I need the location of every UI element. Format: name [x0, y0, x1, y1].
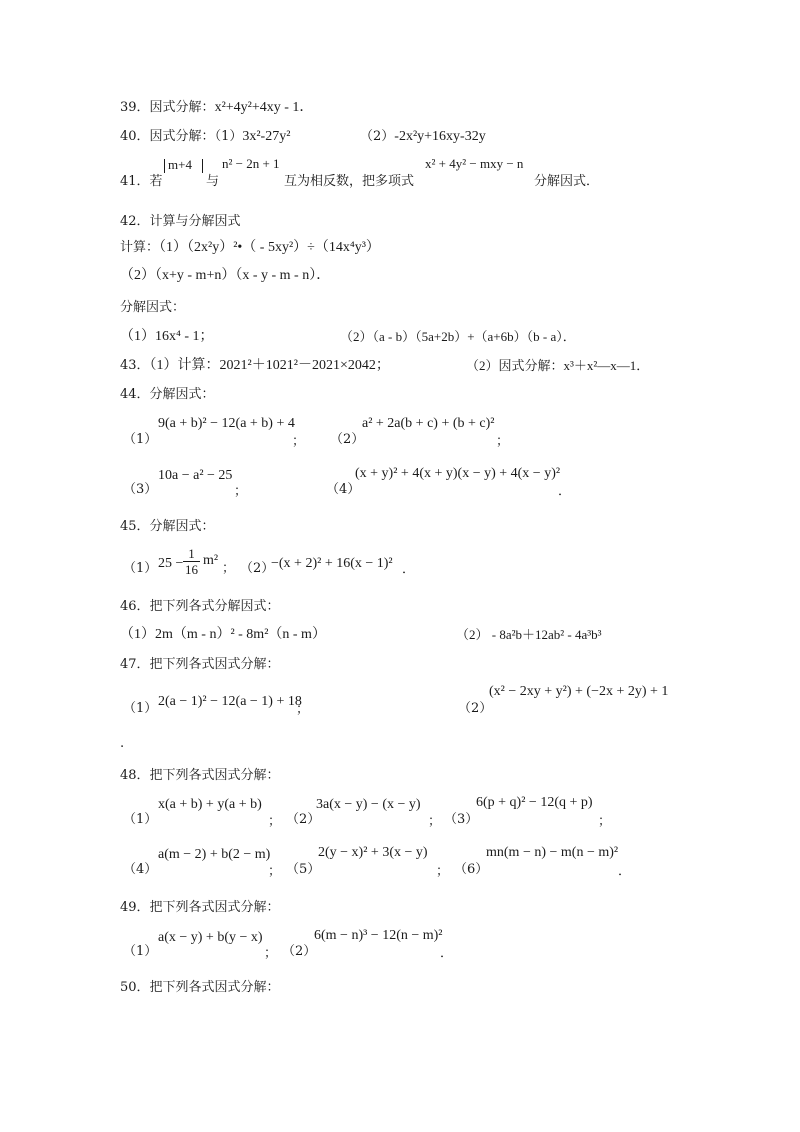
question-number: 49． [120, 900, 150, 915]
question-text: 分解因式． [534, 174, 600, 189]
math-expression: （1）16x⁴ - 1； [120, 329, 214, 344]
question-text: 互为相反数，把多项式 [284, 174, 415, 189]
part-label: （1） [123, 701, 158, 716]
part-label: （2） [240, 561, 275, 576]
math-expression: 3a(x − y) − (x − y) [316, 797, 421, 812]
math-expression: 25 − [158, 556, 184, 571]
part-label: （1） [214, 129, 243, 144]
question-number: 40． [120, 129, 150, 144]
math-expression: a² + 2a(b + c) + (b + c)² [362, 416, 495, 431]
math-expression: a(m − 2) + b(2 − m) [158, 847, 271, 862]
question-number: 44． [120, 387, 150, 402]
punctuation: ． [402, 562, 416, 577]
math-expression: （1）计算：2021²＋1021²－2021×2042； [149, 358, 390, 373]
question-text: 把下列各式分解因式： [149, 599, 280, 614]
question-47 [120, 656, 280, 674]
math-expression: 2(a − 1)² − 12(a − 1) + 18 [158, 694, 302, 709]
punctuation: ； [222, 561, 236, 576]
abs-bar-left [164, 159, 165, 173]
question-46-part-1 [120, 626, 326, 644]
math-expression: （2）因式分解：x³＋x²—x—1． [466, 358, 650, 373]
question-number: 47． [120, 657, 150, 672]
math-expression: （1）2m（m - n）² - 8m²（n - m） [120, 627, 326, 642]
part-label: （1） [123, 944, 158, 959]
question-number: 50． [120, 980, 150, 995]
question-48 [120, 767, 280, 785]
question-text: 因式分解： [149, 129, 215, 144]
fraction-body [183, 546, 200, 577]
punctuation: ； [436, 864, 450, 879]
math-expression: x(a + b) + y(a + b) [158, 797, 262, 812]
math-expression: 2(y − x)² + 3(x − y) [318, 845, 428, 860]
question-text: 把下列各式因式分解： [149, 900, 280, 915]
question-number: 39． [120, 100, 150, 115]
question-text: 因式分解： [149, 100, 215, 115]
question-number: 42． [120, 214, 150, 229]
punctuation: ； [598, 814, 612, 829]
denominator: 16 [185, 562, 198, 577]
punctuation: ； [296, 702, 310, 717]
punctuation: ． [558, 484, 572, 499]
math-expression: 10a − a² − 25 [158, 468, 233, 483]
part-label: （2） [360, 129, 395, 144]
question-46 [120, 598, 280, 616]
math-expression: （1）（2x²y）²•（ - 5xy²）÷（14x⁴y³） [159, 240, 380, 255]
question-text: 计算与分解因式 [149, 214, 241, 229]
question-45 [120, 518, 215, 536]
part-label: （1） [123, 561, 158, 576]
math-expression: m² [203, 553, 219, 568]
calc-line [120, 239, 380, 257]
math-expression: n² − 2n + 1 [222, 156, 280, 171]
math-expression: (x + y)² + 4(x + y)(x − y) + 4(x − y)² [355, 466, 561, 481]
question-number: 45． [120, 519, 150, 534]
question-39 [120, 99, 313, 117]
calc-line-2 [120, 267, 330, 285]
punctuation: ； [268, 864, 282, 879]
part-label: （5） [286, 862, 321, 877]
label: 计算： [120, 240, 160, 255]
question-41-number: 41．若 [120, 174, 163, 189]
part-label: （2） [286, 812, 321, 827]
part-label: （2） [458, 701, 493, 716]
question-50 [120, 979, 280, 997]
factor-line [120, 328, 214, 346]
question-text: 分解因式： [149, 519, 215, 534]
math-expression: 6(m − n)³ − 12(n − m)² [314, 928, 443, 943]
fraction [183, 546, 200, 577]
math-expression: 6(p + q)² − 12(q + p) [476, 795, 593, 810]
punctuation: ； [264, 946, 278, 961]
part-label: （4） [123, 862, 158, 877]
math-expression: x² + 4y² − mxy − n [425, 156, 524, 171]
question-text: 把下列各式因式分解： [149, 657, 280, 672]
abs-bar-right [202, 159, 203, 173]
question-49 [120, 899, 280, 917]
math-expression: 9(a + b)² − 12(a + b) + 4 [158, 416, 295, 431]
punctuation: ； [496, 434, 510, 449]
label: 分解因式： [120, 300, 186, 315]
question-number: 43． [120, 358, 150, 373]
question-text: 与 [206, 174, 220, 189]
question-text: 把下列各式因式分解： [149, 768, 280, 783]
part-label: （6） [454, 862, 489, 877]
punctuation: . [120, 736, 125, 751]
question-44 [120, 386, 215, 404]
math-expression: （2） - 8a²b＋12ab² - 4a³b³ [456, 627, 602, 642]
factor-label [120, 299, 185, 317]
punctuation: ； [428, 814, 442, 829]
numerator: 1 [183, 546, 200, 562]
part-label: （4） [326, 482, 361, 497]
punctuation: ． [440, 946, 454, 961]
question-text: 分解因式： [149, 387, 215, 402]
part-label: （3） [123, 482, 158, 497]
part-label: （2） [282, 944, 317, 959]
punctuation: ； [292, 434, 306, 449]
question-42 [120, 213, 241, 231]
punctuation: ； [234, 484, 248, 499]
math-expression: （2）（a - b）（5a+2b）+（a+6b）（b - a）． [340, 329, 576, 344]
math-expression: mn(m − n) − m(n − m)² [486, 845, 619, 860]
part-label: （3） [444, 812, 479, 827]
question-40-part-2 [360, 128, 486, 146]
punctuation: ． [618, 864, 632, 879]
math-expression: x²+4y²+4xy - 1． [214, 100, 314, 115]
part-label: （1） [123, 432, 158, 447]
math-expression: (x² − 2xy + y²) + (−2x + 2y) + 1 [489, 684, 669, 699]
punctuation: ； [268, 814, 282, 829]
math-expression: −(x + 2)² + 16(x − 1)² [271, 556, 393, 571]
question-40 [120, 128, 290, 146]
math-expression: -2x²y+16xy-32y [394, 129, 486, 144]
part-label: （1） [123, 812, 158, 827]
math-expression: （2）（x+y - m+n）（x - y - m - n）． [120, 268, 331, 283]
question-43 [120, 357, 390, 375]
question-number: 46． [120, 599, 150, 614]
math-expression: 3x²-27y² [242, 129, 291, 144]
abs-content: m+4 [168, 157, 192, 172]
math-expression: a(x − y) + b(y − x) [158, 930, 263, 945]
part-label: （2） [330, 432, 365, 447]
question-number: 48． [120, 768, 150, 783]
question-text: 把下列各式因式分解： [149, 980, 280, 995]
